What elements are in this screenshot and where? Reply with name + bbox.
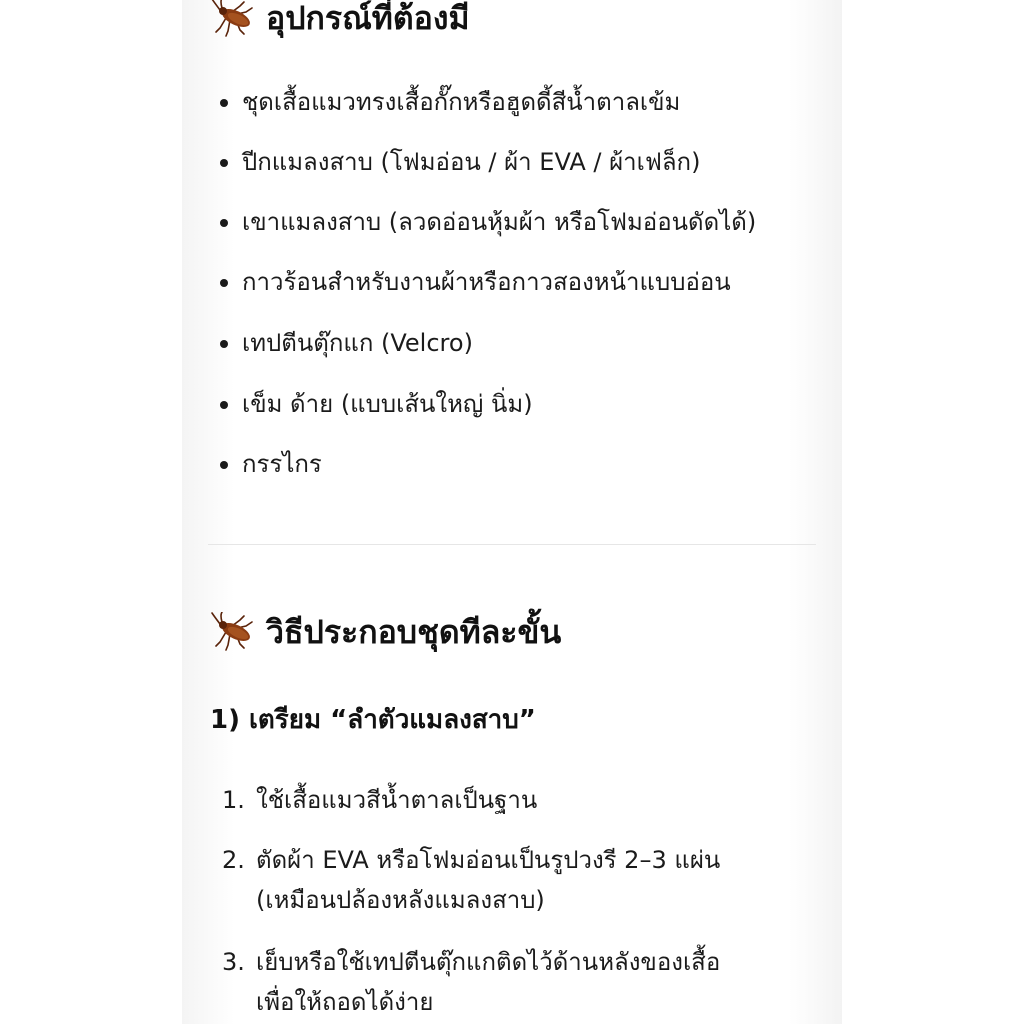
bullet-icon: [220, 461, 228, 469]
bullet-icon: [220, 340, 228, 348]
list-item-text: เขาแมลงสาบ (ลวดอ่อนหุ้มผ้า หรือโฟมอ่อนดัดได้): [242, 208, 757, 236]
section-title-text: อุปกรณ์ที่ต้องมี: [266, 0, 470, 37]
list-item-text: ชุดเสื้อแมวทรงเสื้อกั๊กหรือฮูดดี้สีน้ำตาลเข้ม: [242, 88, 681, 116]
numbered-step: [222, 942, 720, 1022]
bullet-icon: [220, 401, 228, 409]
list-item-text: ปีกแมลงสาบ (โฟมอ่อน / ผ้า EVA / ผ้าเฟล็ก): [242, 148, 701, 176]
list-item: [220, 266, 731, 298]
step-text: ตัดผ้า EVA หรือโฟมอ่อนเป็นรูปวงรี 2–3 แผ่น: [256, 846, 721, 874]
list-item-text: เข็ม ด้าย (แบบเส้นใหญ่ นิ่ม): [242, 390, 533, 418]
cockroach-icon: [210, 0, 256, 38]
section-title-text: วิธีประกอบชุดทีละขั้น: [266, 613, 562, 651]
bullet-icon: [220, 279, 228, 287]
numbered-step: [222, 840, 720, 920]
step-text: ใช้เสื้อแมวสีน้ำตาลเป็นฐาน: [256, 786, 538, 814]
step-number: 2.: [222, 846, 245, 874]
list-item: [220, 146, 700, 178]
section-title-equipment: [210, 0, 470, 38]
step-text-continued: เพื่อให้ถอดได้ง่าย: [256, 988, 434, 1016]
step-group-heading: 1) เตรียม “ลำตัวแมลงสาบ”: [210, 705, 536, 735]
numbered-step: [222, 780, 537, 820]
section-title-assembly: [210, 612, 561, 652]
list-item: [220, 206, 756, 238]
cockroach-icon: [210, 612, 256, 652]
step-number: 1.: [222, 786, 245, 814]
bullet-icon: [220, 99, 228, 107]
step-number: 3.: [222, 948, 245, 976]
step-text: เย็บหรือใช้เทปตีนตุ๊กแกติดไว้ด้านหลังของเสื้อ: [256, 948, 721, 976]
list-item: [220, 86, 680, 118]
list-item-text: กรรไกร: [242, 450, 322, 478]
section-divider: [208, 544, 816, 545]
bullet-icon: [220, 159, 228, 167]
list-item: [220, 388, 533, 420]
list-item: [220, 327, 473, 359]
list-item-text: กาวร้อนสำหรับงานผ้าหรือกาวสองหน้าแบบอ่อน: [242, 268, 731, 296]
list-item: [220, 448, 322, 480]
step-text-continued: (เหมือนปล้องหลังแมลงสาบ): [256, 886, 545, 914]
bullet-icon: [220, 219, 228, 227]
list-item-text: เทปตีนตุ๊กแก (Velcro): [242, 329, 473, 357]
